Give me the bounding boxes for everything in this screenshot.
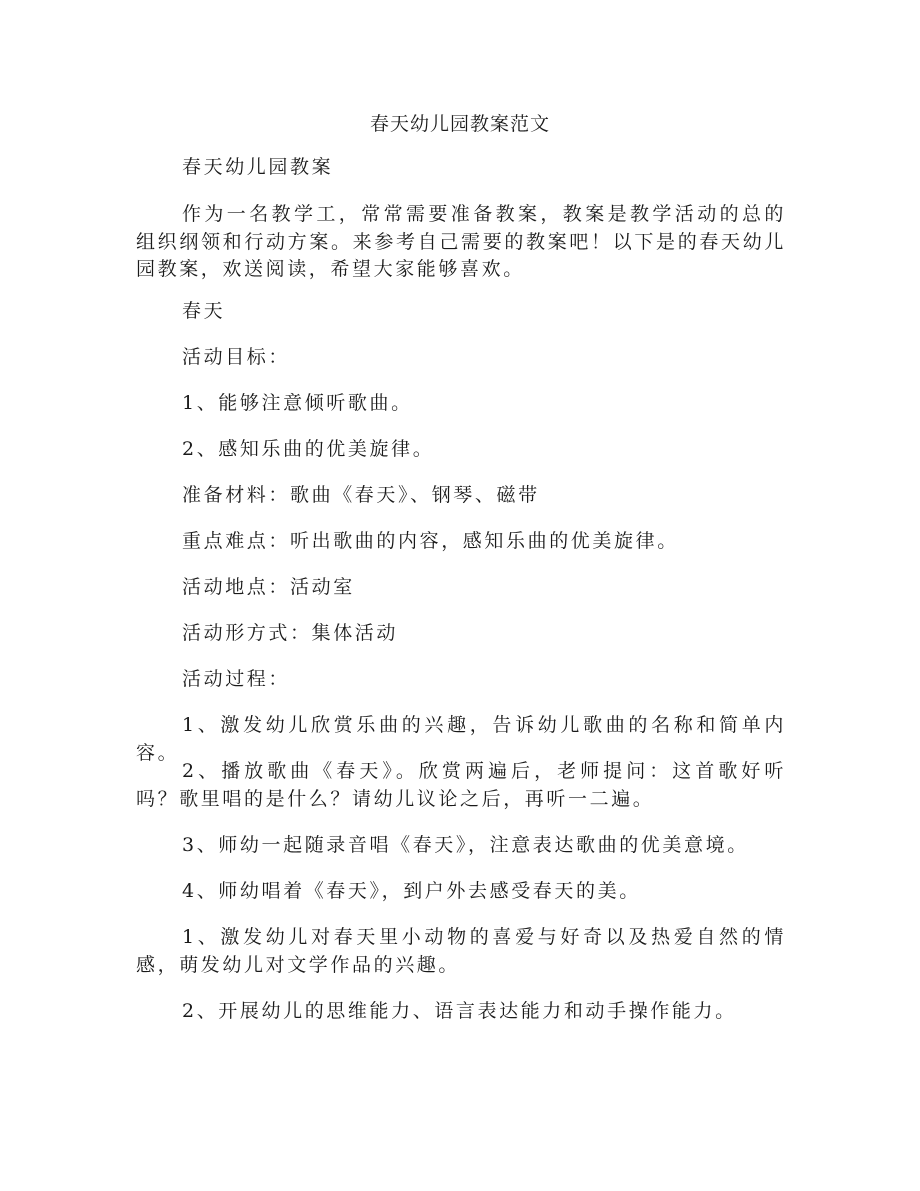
lesson-title: 春天: [182, 300, 226, 322]
process-step: 1、激发幼儿欣赏乐曲的兴趣，告诉幼儿歌曲的名称和简单内容。: [136, 714, 786, 764]
key-points-line: 重点难点：听出歌曲的内容，感知乐曲的优美旋律。: [182, 530, 679, 552]
materials-line: 准备材料：歌曲《春天》、钢琴、磁带: [182, 484, 540, 506]
process-step: 2、播放歌曲《春天》。欣赏两遍后，老师提问：这首歌好听吗？歌里唱的是什么？请幼儿议论之后，再听一二遍。: [136, 760, 786, 810]
process-step: 4、师幼唱着《春天》，到户外去感受春天的美。: [182, 880, 641, 902]
goals-heading: 活动目标：: [182, 346, 291, 368]
goal-item: 2、感知乐曲的优美旋律。: [182, 438, 435, 460]
objective-item: 2、开展幼儿的思维能力、语言表达能力和动手操作能力。: [182, 1000, 737, 1022]
objective-item: 1、激发幼儿对春天里小动物的喜爱与好奇以及热爱自然的情感，萌发幼儿对文学作品的兴趣。: [136, 926, 786, 976]
process-step: 3、师幼一起随录音唱《春天》，注意表达歌曲的优美意境。: [182, 834, 749, 856]
document-title: 春天幼儿园教案范文: [369, 113, 550, 135]
intro-paragraph: 作为一名教学工，常常需要准备教案，教案是教学活动的总的组织纲领和行动方案。来参考自己需要的教案吧！以下是的春天幼儿园教案，欢送阅读，希望大家能够喜欢。: [136, 203, 786, 280]
process-heading: 活动过程：: [182, 668, 291, 690]
section-heading: 春天幼儿园教案: [182, 156, 334, 178]
location-line: 活动地点：活动室: [182, 576, 355, 598]
goal-item: 1、能够注意倾听歌曲。: [182, 392, 413, 414]
format-line: 活动形方式：集体活动: [182, 622, 399, 644]
